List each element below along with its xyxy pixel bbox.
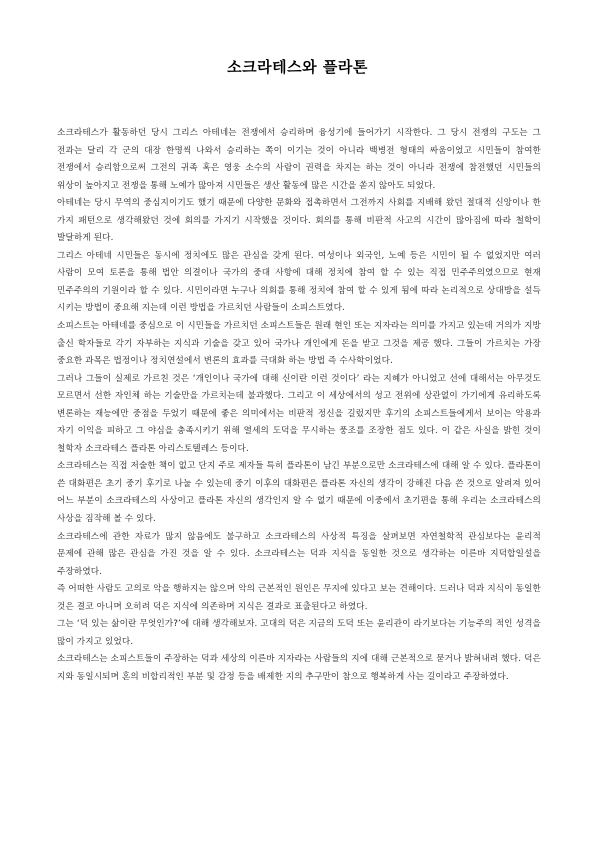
paragraph: 그러나 그들이 실제로 가르친 것은 ‘개인이나 국가에 대해 신이란 이런 것이다’ 라는 지혜가 아니었고 선에 대해서는 아무것도 모르면서 선한 자인체 하는 기술만을 가르치는데 불과했다. 그리고 이 세상에서의 성고 전위에 상관없이 가기에게 유리하도록 변론하는 재능에만 중점을 두었기 때문에 좋은 의미에서는 비판적 정신을 길렀지만 후기의 소피스트들에게서 보이는 악용과 자기 이익을 피하고 그 야심을 충족시키기 위해 열세의 도덕을 무시하는 풍조를 조장한 점도 있다. 이 같은 사실을 밝힌 것이 철학자 소크라테스 플라톤 아리스토텔레스 등이다. — [57, 373, 541, 454]
document-title: 소크라테스와 플라톤 — [227, 58, 368, 76]
paragraph: 소피스트는 아테네를 중심으로 이 시민들을 가르치던 소피스트들은 원래 현인 또는 지자라는 의미를 가지고 있는데 거의가 지방 출신 학자들로 각기 자부하는 지식과 기술을 갖고 있어 국가나 개인에게 돈을 받고 그것을 제공 했다. 그들이 가르치는 가장 중요한 과목은 법정이나 정치연설에서 변론의 효과를 극대화 하는 방법 즉 수사학이었다. — [57, 321, 541, 367]
document-body — [57, 125, 541, 687]
paragraph: 소크라테스는 소피스트들이 주장하는 덕과 세상의 이른바 지자라는 사람들의 지에 대해 근본적으로 묻거나 밝혀내려 했다. 덕은 지와 동일시되며 혼의 비합리적인 부분 및 감정 등을 배제한 지의 추구만이 참으로 행복하게 사는 길이라고 주장하였다. — [57, 654, 541, 682]
paragraph: 그는 ‘덕 있는 삶이란 무엇인가?’에 대해 생각해보자. 고대의 덕은 지금의 도덕 또는 윤리관이 라기보다는 기능주의 적인 성격을 많이 가지고 있었다. — [57, 619, 541, 647]
paragraph: 아테네는 당시 무역의 중심지이기도 했기 때문에 다양한 문화와 접촉하면서 그전까지 사회를 지배해 왔던 절대적 신앙이나 한 가지 패턴으로 생각해왔던 것에 회의를 가지기 시작했을 것이다. 회의를 통해 비판적 사고의 시간이 많아짐에 따라 철학이 발달하게 된다. — [57, 198, 541, 244]
paragraph: 소크라테스는 직접 저술한 책이 없고 단지 주로 제자들 특히 플라톤이 남긴 부분으로만 소크라테스에 대해 알 수 있다. 플라톤이 쓴 대화편은 초기 중기 후기로 나눌 수 있는데 중기 이후의 대화편은 플라톤 자신의 생각이 강해진 다음 쓴 것으로 알려져 있어 어느 부분이 소크라테스의 사상이고 플라톤 자신의 생각인지 알 수 없기 때문에 이중에서 초기편을 통해 우리는 소크라테스의 사상을 짐작해 볼 수 있다. — [57, 461, 541, 525]
paragraph: 즉 어떠한 사람도 고의로 악을 행하지는 않으며 악의 근본적인 원인은 무지에 있다고 보는 견해이다. 드러나 덕과 지식이 동일한 것은 결코 아니며 오히려 덕은 지식에 의존하며 지식은 결과로 표출된다고 하였다. — [57, 584, 541, 612]
paragraph: 소크라테스가 활동하던 당시 그리스 아테네는 전쟁에서 승리하며 융성기에 들어가기 시작한다. 그 당시 전쟁의 구도는 그 전과는 달리 각 군의 대장 한명씩 나와서 승리하는 쪽이 이기는 것이 아니라 백병전 형태의 싸움이었고 시민들이 참여한 전쟁에서 승리함으로써 그전의 귀족 혹은 영웅 소수의 사람이 권력을 차지는 하는 것이 아니라 전쟁에 참전했던 시민들의 위상이 높아지고 전쟁을 통해 노예가 많아져 시민들은 생산 활동에 많은 시간을 쏟지 않아도 되었다. — [57, 128, 541, 191]
paragraph: 그리스 아테네 시민들은 동시에 정치에도 많은 관심을 갖게 된다. 여성이나 외국인, 노예 등은 시민이 될 수 없었지만 여러 사람이 모여 토론을 통해 법안 의결이나 국가의 중대 사항에 대해 정치에 참여 할 수 있는 직접 민주주의였으므로 현재 민주주의의 기원이라 할 수 있다. 시민이라면 누구나 의회를 통해 정치에 참여 할 수 있게 됨에 따라 논리적으로 상대방을 설득 시키는 방법이 중요해 지는데 이런 방법을 가르치던 사람들이 소피스트였다. — [57, 250, 541, 314]
paragraph: 소크라테스에 관한 자료가 많지 않음에도 불구하고 소크라테스의 사상적 특징을 살펴보면 자연철학적 관심보다는 윤리적 문제에 관해 많은 관심을 가진 것을 알 수 있다. 소크라테스는 덕과 지식을 동일한 것으로 생각하는 이른바 지덕합일설을 주장하였다. — [57, 531, 541, 577]
